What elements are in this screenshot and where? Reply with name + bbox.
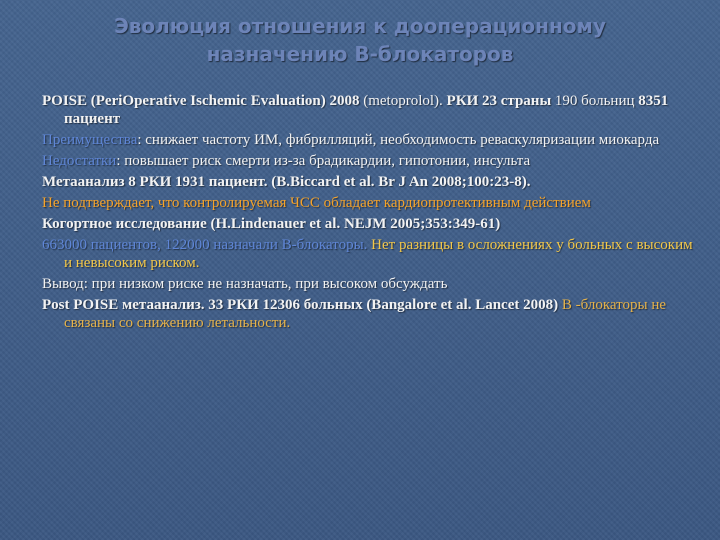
title-line-1: Эволюция отношения к дооперационному: [114, 14, 606, 38]
slide-body: [42, 92, 702, 335]
disadvantages-text: : повышает риск смерти из-за брадикардии, гипотонии, инсульта: [116, 153, 531, 169]
poise-rct: РКИ 23 страны: [446, 93, 552, 109]
disadvantages-paragraph: [42, 152, 702, 170]
poise-patients: 8351 пациент: [64, 93, 669, 127]
metaanalysis-paragraph: [42, 173, 702, 191]
poise-title: POISE (PeriOperative Ischemic Evaluation) 2008: [42, 93, 360, 109]
post-poise-conclusion: В -блокаторы не связаны со снижению летальности.: [64, 297, 667, 331]
disadvantages-label: Недостатки: [42, 153, 117, 169]
title-line-2: назначению В-блокаторов: [206, 42, 514, 66]
conclusion-paragraph: Не подтверждает, что контролируемая ЧСС обладает кардиопротективным действием: [42, 195, 591, 211]
cohort-results-paragraph: [42, 236, 702, 272]
post-poise-label: Post POISE: [42, 297, 119, 313]
verdict-paragraph: Вывод: при низком риске не назначать, при высоком обсуждать: [42, 276, 448, 292]
cohort-label: Когортное исследование: [42, 216, 207, 232]
cohort-results-blue: 663000 пациентов, 122000 назначали В-блокаторы.: [42, 237, 368, 253]
poise-paragraph: [42, 92, 702, 128]
poise-drug: (metoprolol).: [359, 93, 447, 109]
metaanalysis-label: Метаанализ: [42, 174, 125, 190]
advantages-text: : снижает частоту ИМ, фибрилляций, необходимость реваскуляризации миокарда: [137, 132, 660, 148]
advantages-label: Преимущества: [42, 132, 138, 148]
advantages-paragraph: [42, 131, 702, 149]
metaanalysis-text: 8 РКИ 1931 пациент. (B.Biccard et al. Br J An 2008;100:23-8).: [124, 174, 531, 190]
post-poise-text: метаанализ. 33 РКИ 12306 больных (Bangalore et al. Lancet 2008): [118, 297, 559, 313]
cohort-results-yellow: Нет разницы в осложнениях у больных с высоким и невысоким риском.: [64, 237, 693, 271]
cohort-text: (H.Lindenauer et al. NEJM 2005;353:349-61): [206, 216, 501, 232]
cohort-paragraph: [42, 215, 702, 233]
slide-title: [40, 12, 680, 68]
poise-hospitals: 190 больниц: [551, 93, 639, 109]
post-poise-paragraph: [42, 296, 702, 332]
